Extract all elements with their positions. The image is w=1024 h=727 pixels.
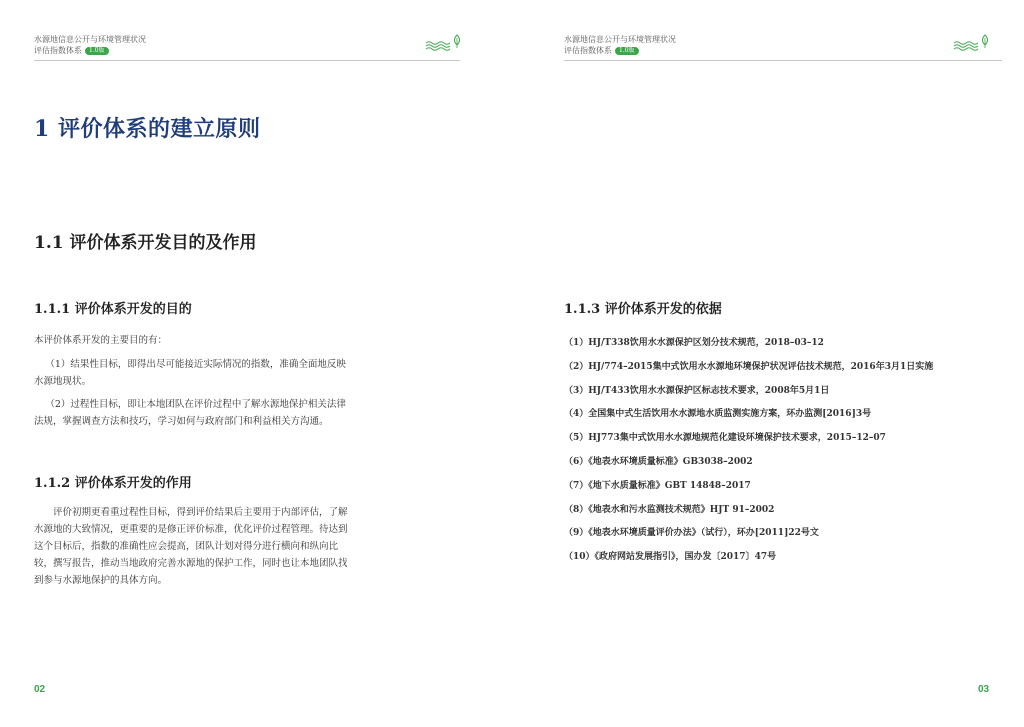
subsection-title-role: 1.1.2 评价体系开发的作用: [34, 476, 192, 491]
subsection-title-basis: 1.1.3 评价体系开发的依据: [564, 302, 722, 317]
list-item: （10）《政府网站发展指引》，国办发〔2017〕47号: [564, 552, 777, 563]
version-badge: 1.0版: [85, 47, 109, 55]
header-line-2: 评估指数体系 1.0版: [564, 45, 676, 56]
chapter-title: 1 评价体系的建立原则: [34, 116, 261, 142]
list-item: （6）《地表水环境质量标准》GB3038–2002: [564, 456, 753, 467]
leaf-waves-icon: [952, 32, 992, 54]
role-paragraph: 评价初期更看重过程性目标，得到评价结果后主要用于内部评估，了解水源地的大致情况，更重要的是修正评价标准，优化评价过程管理。待达到这个目标后，指数的准确性应会提高，团队计划对得分进行横向和纵向比较，撰写报告，推动当地政府完善水源地的保护工作，同时也让本地团队找到参与水源地保护的具体方向。: [34, 507, 348, 586]
header-divider: [34, 60, 460, 61]
right-page: [512, 0, 1024, 727]
section-title: 1.1 评价体系开发目的及作用: [34, 233, 257, 253]
header-line-1: 水源地信息公开与环境管理状况: [564, 35, 676, 44]
list-item: （8）《地表水和污水监测技术规范》HJT 91–2002: [564, 504, 775, 515]
list-item: （3）HJ/T433饮用水水源保护区标志技术要求，2008年5月1日: [564, 385, 830, 396]
list-item: （5）HJ773集中式饮用水水源地规范化建设环境保护技术要求，2015–12–07: [564, 433, 886, 444]
purpose-item-2: （2）过程性目标，即让本地团队在评价过程中了解水源地保护相关法律法规，掌握调查方法和技巧，学习如何与政府部门和利益相关方沟通。: [34, 399, 346, 427]
header-line-2: 评估指数体系 1.0版: [34, 45, 146, 56]
purpose-item-1: （1）结果性目标，即得出尽可能接近实际情况的指数，准确全面地反映水源地现状。: [34, 359, 346, 387]
list-item: （2）HJ/774–2015集中式饮用水水源地环境保护状况评估技术规范，2016年3月1日实施: [564, 361, 934, 372]
subsection-title-purpose: 1.1.1 评价体系开发的目的: [34, 302, 192, 317]
running-header: [34, 34, 146, 56]
page-number-right: 03: [978, 684, 990, 695]
header-line-1: 水源地信息公开与环境管理状况: [34, 35, 146, 44]
leaf-waves-icon: [424, 32, 464, 54]
version-badge: 1.0版: [615, 47, 639, 55]
list-item: （7）《地下水质量标准》GBT 14848–2017: [564, 480, 751, 491]
running-header: [564, 34, 676, 56]
list-item: （4）全国集中式生活饮用水水源地水质监测实施方案，环办监测[2016]3号: [564, 409, 872, 420]
purpose-intro: 本评价体系开发的主要目的有：: [34, 335, 168, 346]
page-number-left: 02: [34, 684, 46, 695]
reference-list: [564, 336, 933, 574]
header-divider: [564, 60, 1002, 61]
list-item: （9）《地表水环境质量评价办法》（试行），环办[2011]22号文: [564, 528, 819, 539]
list-item: （1）HJ/T338饮用水水源保护区划分技术规范，2018–03–12: [564, 338, 824, 348]
